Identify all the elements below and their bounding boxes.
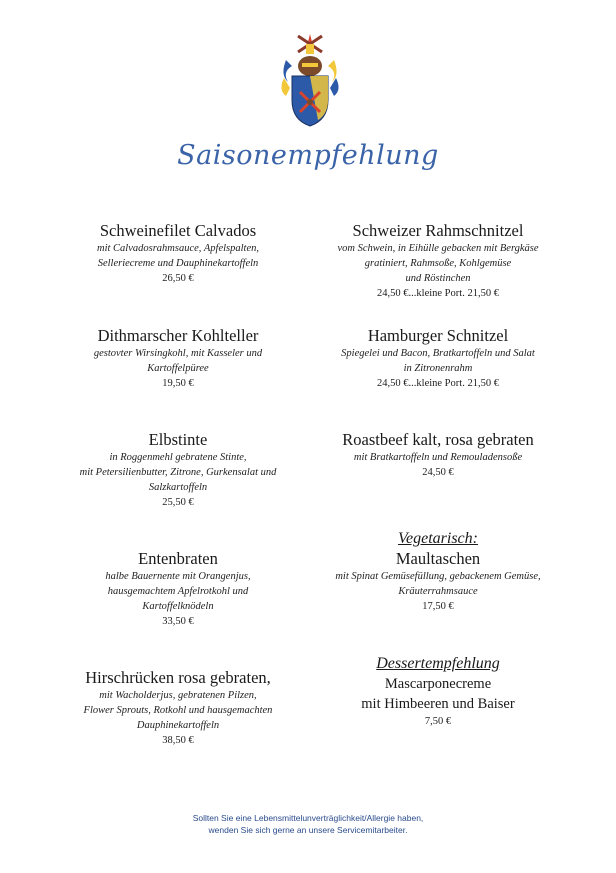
- dish-description: halbe Bauernente mit Orangenjus,: [105, 571, 251, 582]
- dish-description: mit Calvadosrahmsauce, Apfelspalten,: [97, 243, 259, 254]
- dish-description: Spiegelei und Bacon, Bratkartoffeln und Salat: [341, 348, 535, 359]
- dish-rahmschnitzel: [318, 221, 558, 301]
- allergy-notice: [0, 812, 616, 836]
- dish-hamburger-schnitzel: [318, 326, 558, 391]
- dish-description: mit Petersilienbutter, Zitrone, Gurkensalat und: [79, 467, 277, 478]
- dish-price: 26,50 €: [162, 273, 194, 284]
- dish-kohlteller: [58, 326, 298, 391]
- dish-price: 38,50 €: [162, 735, 194, 746]
- dish-description: Kartoffelknödeln: [142, 601, 214, 612]
- dish-name: Roastbeef kalt, rosa gebraten: [342, 430, 534, 449]
- dish-name: Maultaschen: [395, 549, 481, 568]
- dish-description: Flower Sprouts, Rotkohl und hausgemachten: [83, 705, 273, 716]
- dish-dessert: [318, 654, 558, 729]
- dish-price: 7,50 €: [424, 716, 452, 727]
- dish-entenbraten: [58, 549, 298, 629]
- dish-name: Entenbraten: [138, 549, 218, 568]
- dish-price: 17,50 €: [422, 601, 454, 612]
- dish-description: Kartoffelpüree: [147, 363, 209, 374]
- dish-description: Salzkartoffeln: [148, 482, 208, 493]
- dish-hirschruecken: [58, 668, 298, 748]
- dish-price: 19,50 €: [162, 378, 194, 389]
- dish-description: vom Schwein, in Eihülle gebacken mit Bergkäse: [337, 243, 539, 254]
- dish-description: hausgemachtem Apfelrotkohl und: [107, 586, 249, 597]
- dish-price: 24,50 €...kleine Port. 21,50 €: [377, 288, 499, 299]
- dish-description: gestovter Wirsingkohl, mit Kasseler und: [93, 348, 263, 359]
- dish-description: mit Bratkartoffeln und Remouladensoße: [353, 452, 523, 463]
- section-label-vegetarisch: Vegetarisch:: [398, 530, 478, 547]
- dish-description: Selleriecreme und Dauphinekartoffeln: [97, 258, 259, 269]
- dish-name-line2: mit Himbeeren und Baiser: [361, 696, 515, 712]
- dish-name: Hirschrücken rosa gebraten,: [85, 668, 271, 687]
- dish-name: Mascarponecreme: [384, 676, 492, 692]
- dish-name: Hamburger Schnitzel: [367, 326, 509, 345]
- dish-price: 25,50 €: [162, 497, 194, 508]
- dish-description: mit Wacholderjus, gebratenen Pilzen,: [99, 690, 257, 701]
- dish-description: Kräuterrahmsauce: [398, 586, 478, 597]
- dish-name: Elbstinte: [148, 430, 208, 449]
- dish-description: Dauphinekartoffeln: [136, 720, 220, 731]
- allergy-notice-line2: wenden Sie sich gerne an unsere Servicemitarbeiter.: [208, 825, 408, 835]
- dish-schweinefilet: [58, 221, 298, 286]
- dish-elbstinte: [58, 430, 298, 510]
- dish-name: Schweizer Rahmschnitzel: [352, 221, 524, 240]
- dish-description: mit Spinat Gemüsefüllung, gebackenem Gemüse,: [335, 571, 541, 582]
- dish-price: 33,50 €: [162, 616, 194, 627]
- section-label-dessert: Dessertempfehlung: [376, 655, 500, 672]
- dish-description: in Roggenmehl gebratene Stinte,: [109, 452, 247, 463]
- page-title: Saisonempfehlung: [177, 140, 439, 171]
- dish-description: in Zitronenrahm: [403, 363, 473, 374]
- dish-price: 24,50 €...kleine Port. 21,50 €: [377, 378, 499, 389]
- allergy-notice-line1: Sollten Sie eine Lebensmittelunverträglichkeit/Allergie haben,: [192, 813, 424, 823]
- dish-name: Schweinefilet Calvados: [99, 221, 257, 240]
- dish-maultaschen: [318, 529, 558, 614]
- dish-roastbeef: [318, 430, 558, 480]
- dish-price: 24,50 €: [422, 467, 454, 478]
- coat-of-arms-icon: [278, 30, 342, 130]
- dish-description: gratiniert, Rahmsoße, Kohlgemüse: [364, 258, 512, 269]
- dish-description: und Röstinchen: [405, 273, 471, 284]
- dish-name: Dithmarscher Kohlteller: [97, 326, 259, 345]
